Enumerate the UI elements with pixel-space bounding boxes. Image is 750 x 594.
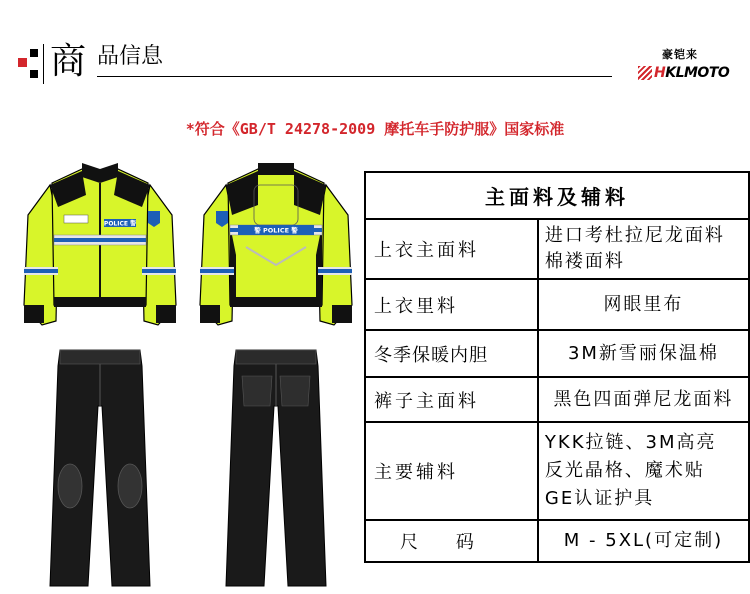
table-row	[365, 377, 749, 422]
spec-label: 尺 码	[365, 520, 538, 562]
table-row	[365, 422, 749, 520]
spec-value: 3M新雪丽保温棉	[538, 330, 749, 377]
brand-logo-en: HKLMOTO	[654, 65, 730, 81]
header-red-square	[18, 58, 27, 67]
table-row	[365, 219, 749, 279]
section-title-small: 品信息	[97, 44, 164, 69]
spec-table-header-row	[365, 172, 749, 219]
spec-label: 裤子主面料	[365, 377, 538, 422]
pants-front-image	[40, 346, 160, 592]
header-black-square	[30, 70, 38, 78]
pants-back-image	[216, 346, 336, 592]
header-black-square	[30, 49, 38, 57]
standard-note: *符合《GB/T 24278-2009 摩托车手防护服》国家标准	[185, 120, 565, 138]
spec-table-title: 主面料及辅料	[365, 172, 749, 219]
table-row	[365, 279, 749, 330]
spec-value: 黑色四面弹尼龙面料	[538, 377, 749, 422]
jacket-front-badge: POLICE 警	[103, 220, 137, 228]
spec-table	[364, 171, 750, 563]
table-row	[365, 330, 749, 377]
jacket-back-image	[196, 155, 356, 335]
brand-logo	[638, 48, 730, 84]
jacket-front-image	[20, 155, 180, 335]
section-title-big: 商	[50, 41, 87, 82]
table-row	[365, 520, 749, 562]
spec-label: 上衣里料	[365, 279, 538, 330]
spec-value: 网眼里布	[538, 279, 749, 330]
brand-logo-stripes-icon	[638, 66, 652, 80]
header-underline	[97, 76, 612, 77]
spec-value: YKK拉链、3M高亮 反光晶格、魔术贴 GE认证护具	[538, 422, 749, 520]
spec-label: 主要辅料	[365, 422, 538, 520]
spec-label: 上衣主面料	[365, 219, 538, 279]
spec-label: 冬季保暖内胆	[365, 330, 538, 377]
jacket-back-badge: 警 POLICE 警	[254, 226, 298, 235]
brand-logo-cn: 豪铠来	[662, 48, 698, 61]
spec-value: 进口考杜拉尼龙面料 棉褛面料	[538, 219, 749, 279]
header-divider	[43, 44, 44, 84]
spec-value: M - 5XL(可定制)	[538, 520, 749, 562]
